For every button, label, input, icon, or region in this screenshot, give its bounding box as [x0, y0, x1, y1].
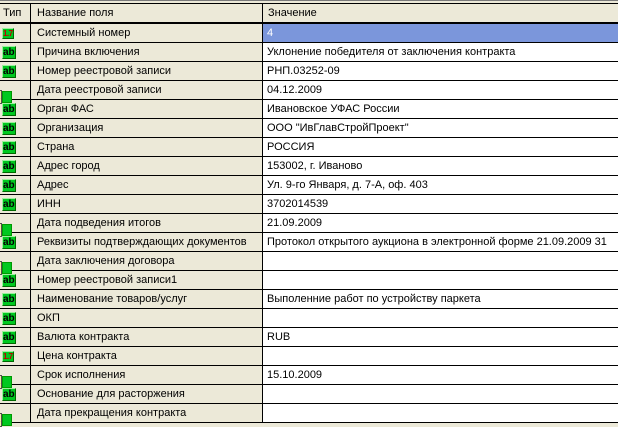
column-header-value-label: Значение: [268, 7, 317, 19]
field-name-label: Адрес: [37, 179, 69, 191]
text-type-icon: [2, 293, 16, 305]
field-name-label: Валюта контракта: [37, 331, 130, 343]
text-type-icon-glyph: ab: [3, 332, 15, 343]
field-name-label: Причина включения: [37, 46, 140, 58]
field-name-cell[interactable]: [31, 24, 263, 42]
value-cell[interactable]: [263, 100, 618, 118]
field-name-label: Номер реестровой записи: [37, 65, 171, 77]
text-type-icon-glyph: ab: [3, 161, 15, 172]
table-row[interactable]: [0, 157, 618, 176]
table-row[interactable]: [0, 138, 618, 157]
value-cell[interactable]: [263, 195, 618, 213]
type-cell[interactable]: [0, 252, 31, 270]
table-row[interactable]: [0, 309, 618, 328]
type-cell[interactable]: [0, 404, 31, 422]
field-name-cell[interactable]: [31, 138, 263, 156]
field-name-cell[interactable]: [31, 62, 263, 80]
text-type-icon-glyph: ab: [3, 180, 15, 191]
value-cell[interactable]: [263, 119, 618, 137]
field-name-cell[interactable]: [31, 309, 263, 327]
field-name-label: Адрес город: [37, 160, 100, 172]
date-icon-green-square: [2, 91, 12, 103]
text-type-icon-glyph: ab: [3, 237, 15, 248]
text-type-icon: [2, 312, 16, 324]
field-name-cell[interactable]: [31, 100, 263, 118]
field-name-cell[interactable]: [31, 366, 263, 384]
table-row[interactable]: [0, 24, 618, 43]
calendar-icon: [0, 413, 2, 427]
value-cell[interactable]: [263, 385, 618, 403]
table-row[interactable]: [0, 290, 618, 309]
number-type-icon: [2, 27, 14, 39]
type-cell[interactable]: [0, 309, 31, 327]
field-name-cell[interactable]: [31, 195, 263, 213]
table-row[interactable]: [0, 366, 618, 385]
field-name-label: Номер реестровой записи1: [37, 274, 178, 286]
text-type-icon-glyph: ab: [3, 47, 15, 58]
type-cell[interactable]: [0, 81, 31, 99]
value-text: 153002, г. Иваново: [267, 160, 363, 172]
table-row[interactable]: [0, 233, 618, 252]
text-type-icon-glyph: ab: [3, 199, 15, 210]
value-text: РНП.03252-09: [267, 65, 340, 77]
value-text: Ивановское УФАС России: [267, 103, 400, 115]
value-text: RUB: [267, 331, 291, 343]
text-type-icon: [2, 160, 16, 172]
date-icon-green-square: [2, 376, 12, 388]
type-cell[interactable]: [0, 138, 31, 156]
type-cell[interactable]: [0, 195, 31, 213]
text-type-icon: [2, 103, 16, 115]
value-cell[interactable]: [263, 309, 618, 327]
field-name-cell[interactable]: [31, 252, 263, 270]
field-name-label: Системный номер: [37, 27, 131, 39]
field-name-label: Страна: [37, 141, 75, 153]
value-cell[interactable]: [263, 138, 618, 156]
field-name-cell[interactable]: [31, 233, 263, 251]
field-name-cell[interactable]: [31, 404, 263, 422]
table-row[interactable]: [0, 328, 618, 347]
field-name-label: ИНН: [37, 198, 61, 210]
value-cell[interactable]: [263, 290, 618, 308]
text-type-icon: [2, 179, 16, 191]
value-cell[interactable]: [263, 328, 618, 346]
value-cell[interactable]: [263, 233, 618, 251]
field-name-cell[interactable]: [31, 347, 263, 365]
value-cell[interactable]: [263, 176, 618, 194]
calendar-icon: [0, 261, 2, 275]
text-type-icon: [2, 198, 16, 210]
text-type-icon: [2, 122, 16, 134]
type-cell[interactable]: [0, 157, 31, 175]
field-name-label: ОКП: [37, 312, 60, 324]
value-cell[interactable]: [263, 214, 618, 232]
value-text: 3702014539: [267, 198, 329, 210]
text-type-icon-glyph: ab: [3, 104, 15, 115]
field-name-cell[interactable]: [31, 81, 263, 99]
calendar-icon-day-number: [0, 417, 1, 425]
text-type-icon: [2, 331, 16, 343]
value-cell[interactable]: [263, 347, 618, 365]
date-icon-green-square: [2, 262, 12, 274]
field-name-label: Дата заключения договора: [37, 255, 175, 267]
field-name-cell[interactable]: [31, 214, 263, 232]
text-type-icon: [2, 65, 16, 77]
column-header-field-name-label: Название поля: [37, 7, 114, 19]
text-type-icon-glyph: ab: [3, 123, 15, 134]
column-header-field-name: [31, 4, 263, 22]
value-text: 15.10.2009: [267, 369, 323, 381]
type-cell[interactable]: [0, 214, 31, 232]
value-text: 4: [267, 27, 274, 39]
type-cell[interactable]: [0, 366, 31, 384]
field-name-label: Дата реестровой записи: [37, 84, 162, 96]
field-name-label: Основание для расторжения: [37, 388, 185, 400]
table-row[interactable]: [0, 119, 618, 138]
value-cell[interactable]: [263, 81, 618, 99]
text-type-icon: [2, 274, 16, 286]
value-text: 21.09.2009: [267, 217, 323, 229]
column-header-value: [263, 4, 618, 22]
column-header-type: [0, 4, 31, 22]
number-type-icon: [2, 350, 14, 362]
number-type-icon-glyph: 1.7: [3, 352, 13, 361]
calendar-icon-day-number: [0, 227, 1, 235]
table-row[interactable]: [0, 195, 618, 214]
calendar-icon-day-number: [0, 265, 1, 273]
value-text: Уклонение победителя от заключения контракта: [267, 46, 516, 58]
field-name-cell[interactable]: [31, 43, 263, 61]
table-row[interactable]: [0, 385, 618, 404]
type-cell[interactable]: [0, 290, 31, 308]
value-text: РОССИЯ: [267, 141, 315, 153]
field-name-cell[interactable]: [31, 176, 263, 194]
field-name-label: Организация: [37, 122, 104, 134]
table-row[interactable]: [0, 271, 618, 290]
table-body: [0, 24, 618, 423]
field-name-label: Дата подведения итогов: [37, 217, 161, 229]
table-row[interactable]: [0, 62, 618, 81]
field-name-label: Дата прекращения контракта: [37, 407, 187, 419]
table-row[interactable]: [0, 81, 618, 100]
field-table: [0, 3, 618, 423]
value-text: Выполенние работ по устройству паркета: [267, 293, 481, 305]
text-type-icon-glyph: ab: [3, 294, 15, 305]
text-type-icon: [2, 236, 16, 248]
field-name-cell[interactable]: [31, 290, 263, 308]
value-cell[interactable]: [263, 404, 618, 422]
field-name-label: Цена контракта: [37, 350, 117, 362]
column-header-type-label: Тип: [3, 7, 22, 19]
text-type-icon-glyph: ab: [3, 66, 15, 77]
value-text: ООО "ИвГлавСтройПроект": [267, 122, 409, 134]
type-cell[interactable]: [0, 62, 31, 80]
calendar-icon: [0, 90, 2, 104]
type-cell[interactable]: [0, 24, 31, 42]
number-type-icon-glyph: 1.7: [3, 29, 13, 38]
value-cell[interactable]: [263, 62, 618, 80]
table-row[interactable]: [0, 100, 618, 119]
field-name-cell[interactable]: [31, 157, 263, 175]
field-name-cell[interactable]: [31, 385, 263, 403]
type-cell[interactable]: [0, 328, 31, 346]
date-icon-green-square: [2, 414, 12, 426]
field-name-label: Наименование товаров/услуг: [37, 293, 188, 305]
value-cell[interactable]: [263, 252, 618, 270]
value-cell[interactable]: [263, 157, 618, 175]
calendar-icon-day-number: [0, 379, 1, 387]
value-text: Протокол открытого аукциона в электронной форме 21.09.2009 31: [267, 236, 607, 248]
table-row[interactable]: [0, 347, 618, 366]
type-cell[interactable]: [0, 119, 31, 137]
calendar-icon: [0, 375, 2, 389]
type-cell[interactable]: [0, 347, 31, 365]
value-cell[interactable]: [263, 24, 618, 42]
value-cell[interactable]: [263, 366, 618, 384]
calendar-icon: [0, 223, 2, 237]
text-type-icon-glyph: ab: [3, 313, 15, 324]
field-name-label: Орган ФАС: [37, 103, 94, 115]
text-type-icon: [2, 388, 16, 400]
date-icon-green-square: [2, 224, 12, 236]
table-row[interactable]: [0, 252, 618, 271]
field-name-cell[interactable]: [31, 271, 263, 289]
table-row[interactable]: [0, 43, 618, 62]
text-type-icon: [2, 46, 16, 58]
field-name-cell[interactable]: [31, 328, 263, 346]
table-row[interactable]: [0, 176, 618, 195]
field-name-label: Реквизиты подтверждающих документов: [37, 236, 247, 248]
table-row[interactable]: [0, 214, 618, 233]
value-text: Ул. 9-го Января, д. 7-А, оф. 403: [267, 179, 428, 191]
table-row[interactable]: [0, 404, 618, 423]
value-cell[interactable]: [263, 43, 618, 61]
text-type-icon-glyph: ab: [3, 142, 15, 153]
calendar-icon-day-number: [0, 94, 1, 102]
field-name-cell[interactable]: [31, 119, 263, 137]
text-type-icon-glyph: ab: [3, 275, 15, 286]
table-header-row: [0, 4, 618, 24]
text-type-icon: [2, 141, 16, 153]
value-cell[interactable]: [263, 271, 618, 289]
value-text: 04.12.2009: [267, 84, 323, 96]
text-type-icon-glyph: ab: [3, 389, 15, 400]
type-cell[interactable]: [0, 176, 31, 194]
field-name-label: Срок исполнения: [37, 369, 126, 381]
type-cell[interactable]: [0, 43, 31, 61]
